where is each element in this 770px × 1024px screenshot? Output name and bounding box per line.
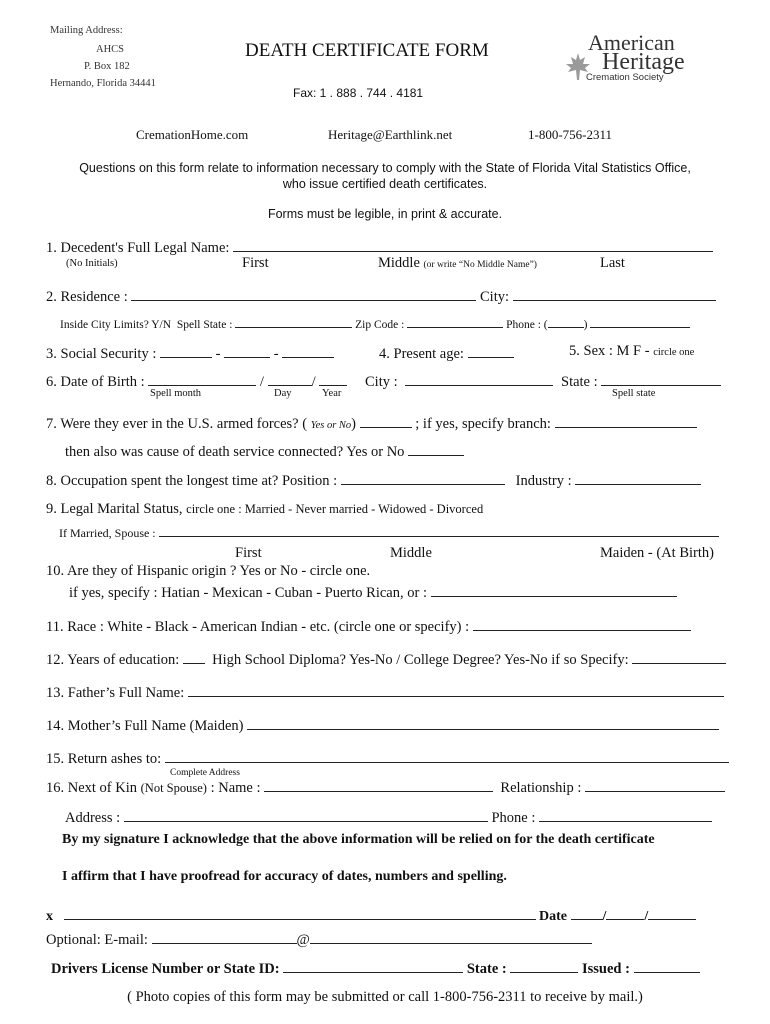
logo-cremation-society: Cremation Society (586, 72, 664, 83)
q14-mother: 14. Mother’s Full Name (Maiden) (46, 715, 719, 735)
q7-connected-field[interactable] (408, 441, 464, 456)
q1-first-caption: First (242, 255, 269, 271)
q4-age-field[interactable] (468, 343, 514, 358)
q3-ssn-part2[interactable] (224, 343, 270, 358)
logo (562, 30, 722, 90)
q16-relationship-field[interactable] (585, 777, 725, 792)
intro-line-1: Questions on this form relate to information necessary to comply with the State of Florida Vital Statistics Office, (79, 161, 691, 175)
q6-day-caption: Day (274, 388, 292, 399)
mailing-city: Hernando, Florida 34441 (50, 78, 156, 89)
q3-ssn-part1[interactable] (160, 343, 212, 358)
q9-first-caption: First (235, 545, 262, 561)
q6-city: City : (365, 371, 553, 391)
acknowledgement-2: I affirm that I have proofread for accuracy of dates, numbers and spelling. (62, 869, 507, 884)
q6-spell-month-caption: Spell month (150, 388, 202, 399)
q16-name-field[interactable] (264, 777, 493, 792)
q3-ssn-part3[interactable] (282, 343, 334, 358)
q10-hispanic: 10. Are they of Hispanic origin ? Yes or No - circle one. (46, 563, 371, 579)
date-year-field[interactable] (648, 905, 696, 920)
q12-years-field[interactable] (183, 649, 205, 664)
q11-race: 11. Race : White - Black - American Indian - etc. (circle one or specify) : (46, 616, 691, 636)
q6-state-field[interactable] (601, 371, 721, 386)
q3-social-security: 3. Social Security : - - (46, 343, 334, 363)
q9-maiden-caption: Maiden - (At Birth) (600, 545, 714, 561)
signature-row: x Date / / (46, 905, 696, 925)
optional-email-row: Optional: E-mail: @ (46, 929, 592, 949)
website-link[interactable]: CremationHome.com (136, 127, 249, 142)
q7-branch-field[interactable] (555, 413, 697, 428)
q7-armed-forces: 7. Were they ever in the U.S. armed forces? ( Yes or No) ; if yes, specify branch: (46, 413, 697, 433)
date-day-field[interactable] (606, 905, 644, 920)
mailing-org: AHCS (96, 44, 125, 55)
q6-city-field[interactable] (405, 371, 553, 386)
q2-details: Inside City Limits? Y/N Spell State : Zip Code : Phone : ( ) (60, 316, 690, 331)
email-user-field[interactable] (152, 929, 297, 944)
email-link[interactable]: Heritage@Earthlink.net (328, 127, 453, 142)
page-title: DEATH CERTIFICATE FORM (245, 40, 489, 61)
q6-year-field[interactable] (319, 371, 347, 386)
q1-name-field[interactable] (233, 237, 713, 252)
license-state-field[interactable] (510, 958, 578, 973)
q2-residence: 2. Residence : City: (46, 286, 716, 306)
license-issued-field[interactable] (634, 958, 700, 973)
q11-race-field[interactable] (473, 616, 691, 631)
q6-day-field[interactable] (268, 371, 312, 386)
q1-label: 1. Decedent's Full Legal Name: (46, 237, 713, 257)
mailing-label: Mailing Address: (50, 25, 123, 36)
logo-american: American (588, 30, 675, 55)
q14-mother-field[interactable] (247, 715, 719, 730)
q9-middle-caption: Middle (390, 545, 432, 561)
mailing-box: P. Box 182 (84, 61, 130, 72)
q2-phone-field[interactable] (590, 316, 690, 328)
q7-yes-no-field[interactable] (360, 413, 412, 428)
q2-residence-field[interactable] (131, 286, 476, 301)
q6-state: State : (561, 371, 721, 391)
intro-line-2: who issue certified death certificates. (282, 177, 488, 191)
q7-service-connected: then also was cause of death service connected? Yes or No (65, 441, 464, 461)
q9-marital-status: 9. Legal Marital Status, circle one : Married - Never married - Widowed - Divorced (46, 501, 484, 517)
phone-number: 1-800-756-2311 (528, 127, 613, 142)
q16-next-of-kin: 16. Next of Kin (Not Spouse) : Name : Relationship : (46, 777, 725, 797)
q15-address-field[interactable] (165, 748, 729, 763)
q6-month-field[interactable] (148, 371, 256, 386)
q12-education: 12. Years of education: High School Diploma? Yes-No / College Degree? Yes-No if so Specify: (46, 649, 726, 669)
q2-state-field[interactable] (235, 316, 352, 328)
q2-city-field[interactable] (513, 286, 716, 301)
q2-zip-field[interactable] (407, 316, 503, 328)
q1-no-initials: (No Initials) (66, 258, 118, 269)
q9-spouse: If Married, Spouse : (59, 525, 719, 541)
q6-date-of-birth: 6. Date of Birth : / / (46, 371, 347, 391)
photo-copies-note: ( Photo copies of this form may be submitted or call 1-800-756-2311 to receive by mail.) (127, 989, 643, 1005)
email-domain-field[interactable] (310, 929, 592, 944)
q4-age: 4. Present age: (379, 343, 514, 363)
q16-address-field[interactable] (124, 807, 488, 822)
q8-industry-field[interactable] (575, 470, 701, 485)
q15-return-ashes: 15. Return ashes to: (46, 748, 729, 768)
q10-specify: if yes, specify : Hatian - Mexican - Cuban - Puerto Rican, or : (69, 582, 677, 602)
q16-phone-field[interactable] (539, 807, 712, 822)
signature-field[interactable] (64, 905, 536, 920)
q16-address: Address : Phone : (65, 807, 712, 827)
q8-position-field[interactable] (341, 470, 505, 485)
acknowledgement-1: By my signature I acknowledge that the above information will be relied on for the death certificate (62, 832, 655, 847)
q13-father: 13. Father’s Full Name: (46, 682, 724, 702)
q12-specify-field[interactable] (632, 649, 726, 664)
q6-year-caption: Year (322, 388, 342, 399)
q13-father-field[interactable] (188, 682, 724, 697)
license-row: Drivers License Number or State ID: State : Issued : (51, 958, 700, 978)
q2-area-code-field[interactable] (548, 316, 584, 328)
q10-specify-field[interactable] (431, 582, 677, 597)
q15-complete-address-caption: Complete Address (170, 768, 240, 778)
date-month-field[interactable] (571, 905, 603, 920)
license-number-field[interactable] (283, 958, 463, 973)
intro-line-3: Forms must be legible, in print & accurate. (267, 207, 503, 221)
q6-spell-state-caption: Spell state (612, 388, 656, 399)
q1-last-caption: Last (600, 255, 625, 271)
q5-sex: 5. Sex : M F - circle one (569, 343, 695, 359)
q1-middle-caption: Middle (or write “No Middle Name”) (378, 255, 537, 271)
q9-spouse-field[interactable] (159, 525, 719, 537)
q8-occupation: 8. Occupation spent the longest time at? Position : Industry : (46, 470, 701, 490)
fax-number: Fax: 1 . 888 . 744 . 4181 (293, 86, 424, 100)
logo-heritage: Heritage (602, 49, 685, 75)
